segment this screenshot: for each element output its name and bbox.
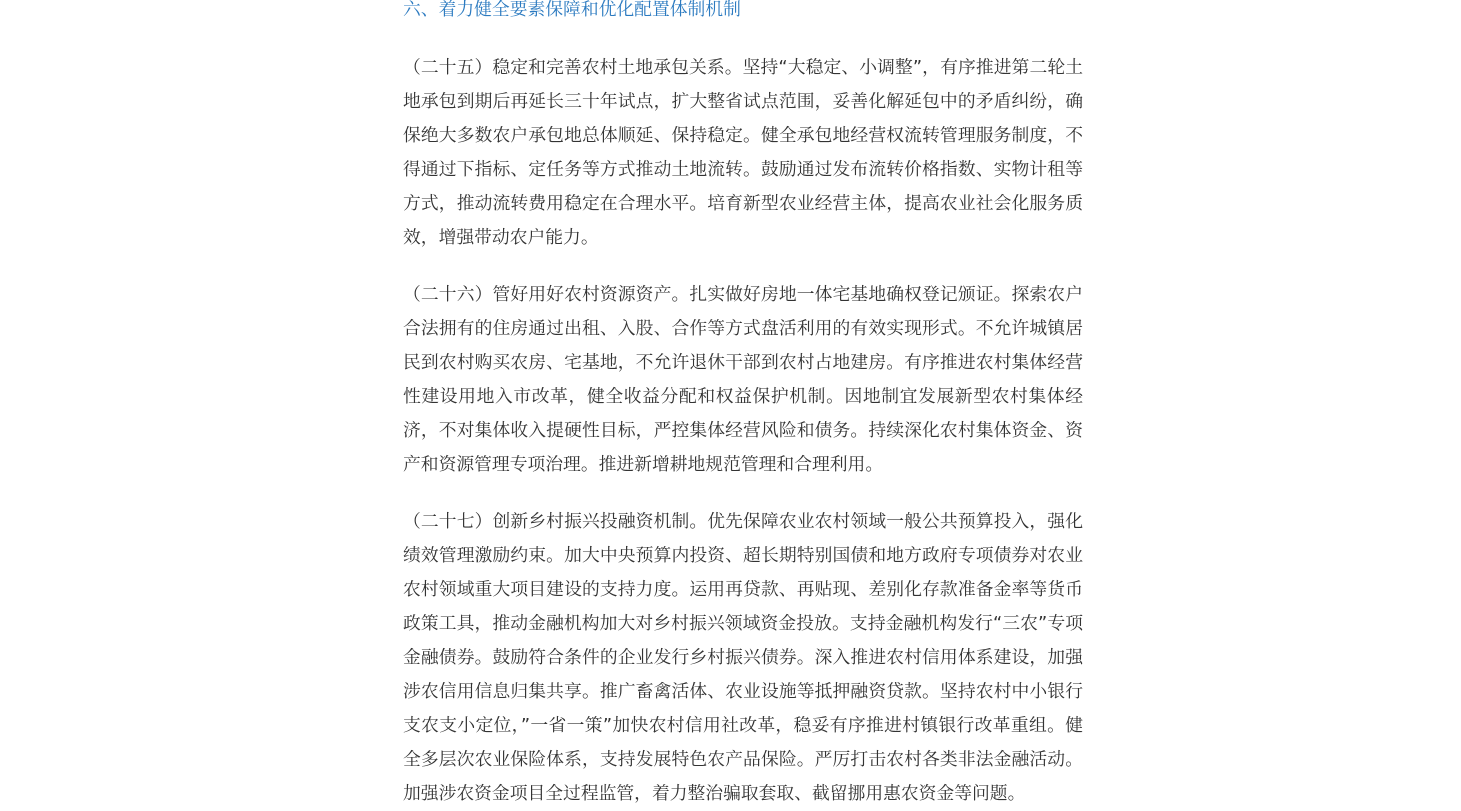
- clause-26-paragraph: （二十六）管好用好农村资源资产。扎实做好房地一体宅基地确权登记颁证。探索农户合法拥有的住房通过出租、入股、合作等方式盘活利用的有效实现形式。不允许城镇居民到农村购买农房、宅基地，不允许退休干部到农村占地建房。有序推进农村集体经营性建设用地入市改革，健全收益分配和权益保护机制。因地制宜发展新型农村集体经济，不对集体收入提硬性目标，严控集体经营风险和债务。持续深化农村集体资金、资产和资源管理专项治理。推进新增耕地规范管理和合理利用。: [403, 284, 1083, 475]
- article-content: [403, 0, 1083, 811]
- clause-25-paragraph: （二十五）稳定和完善农村土地承包关系。坚持“大稳定、小调整”，有序推进第二轮土地承包到期后再延长三十年试点，扩大整省试点范围，妥善化解延包中的矛盾纠纷，确保绝大多数农户承包地总体顺延、保持稳定。健全承包地经营权流转管理服务制度，不得通过下指标、定任务等方式推动土地流转。鼓励通过发布流转价格指数、实物计租等方式，推动流转费用稳定在合理水平。培育新型农业经营主体，提高农业社会化服务质效，增强带动农户能力。: [403, 57, 1083, 248]
- clause-27-paragraph: （二十七）创新乡村振兴投融资机制。优先保障农业农村领域一般公共预算投入，强化绩效管理激励约束。加大中央预算内投资、超长期特别国债和地方政府专项债券对农业农村领域重大项目建设的支持力度。运用再贷款、再贴现、差别化存款准备金率等货币政策工具，推动金融机构加大对乡村振兴领域资金投放。支持金融机构发行“三农”专项金融债券。鼓励符合条件的企业发行乡村振兴债券。深入推进农村信用体系建设，加强涉农信用信息归集共享。推广畜禽活体、农业设施等抵押融资贷款。坚持农村中小银行支农支小定位，”一省一策”加快农村信用社改革，稳妥有序推进村镇银行改革重组。健全多层次农业保险体系，支持发展特色农产品保险。严厉打击农村各类非法金融活动。加强涉农资金项目全过程监管，着力整治骗取套取、截留挪用惠农资金等问题。: [403, 511, 1083, 804]
- section-heading: 六、着力健全要素保障和优化配置体制机制: [403, 0, 741, 20]
